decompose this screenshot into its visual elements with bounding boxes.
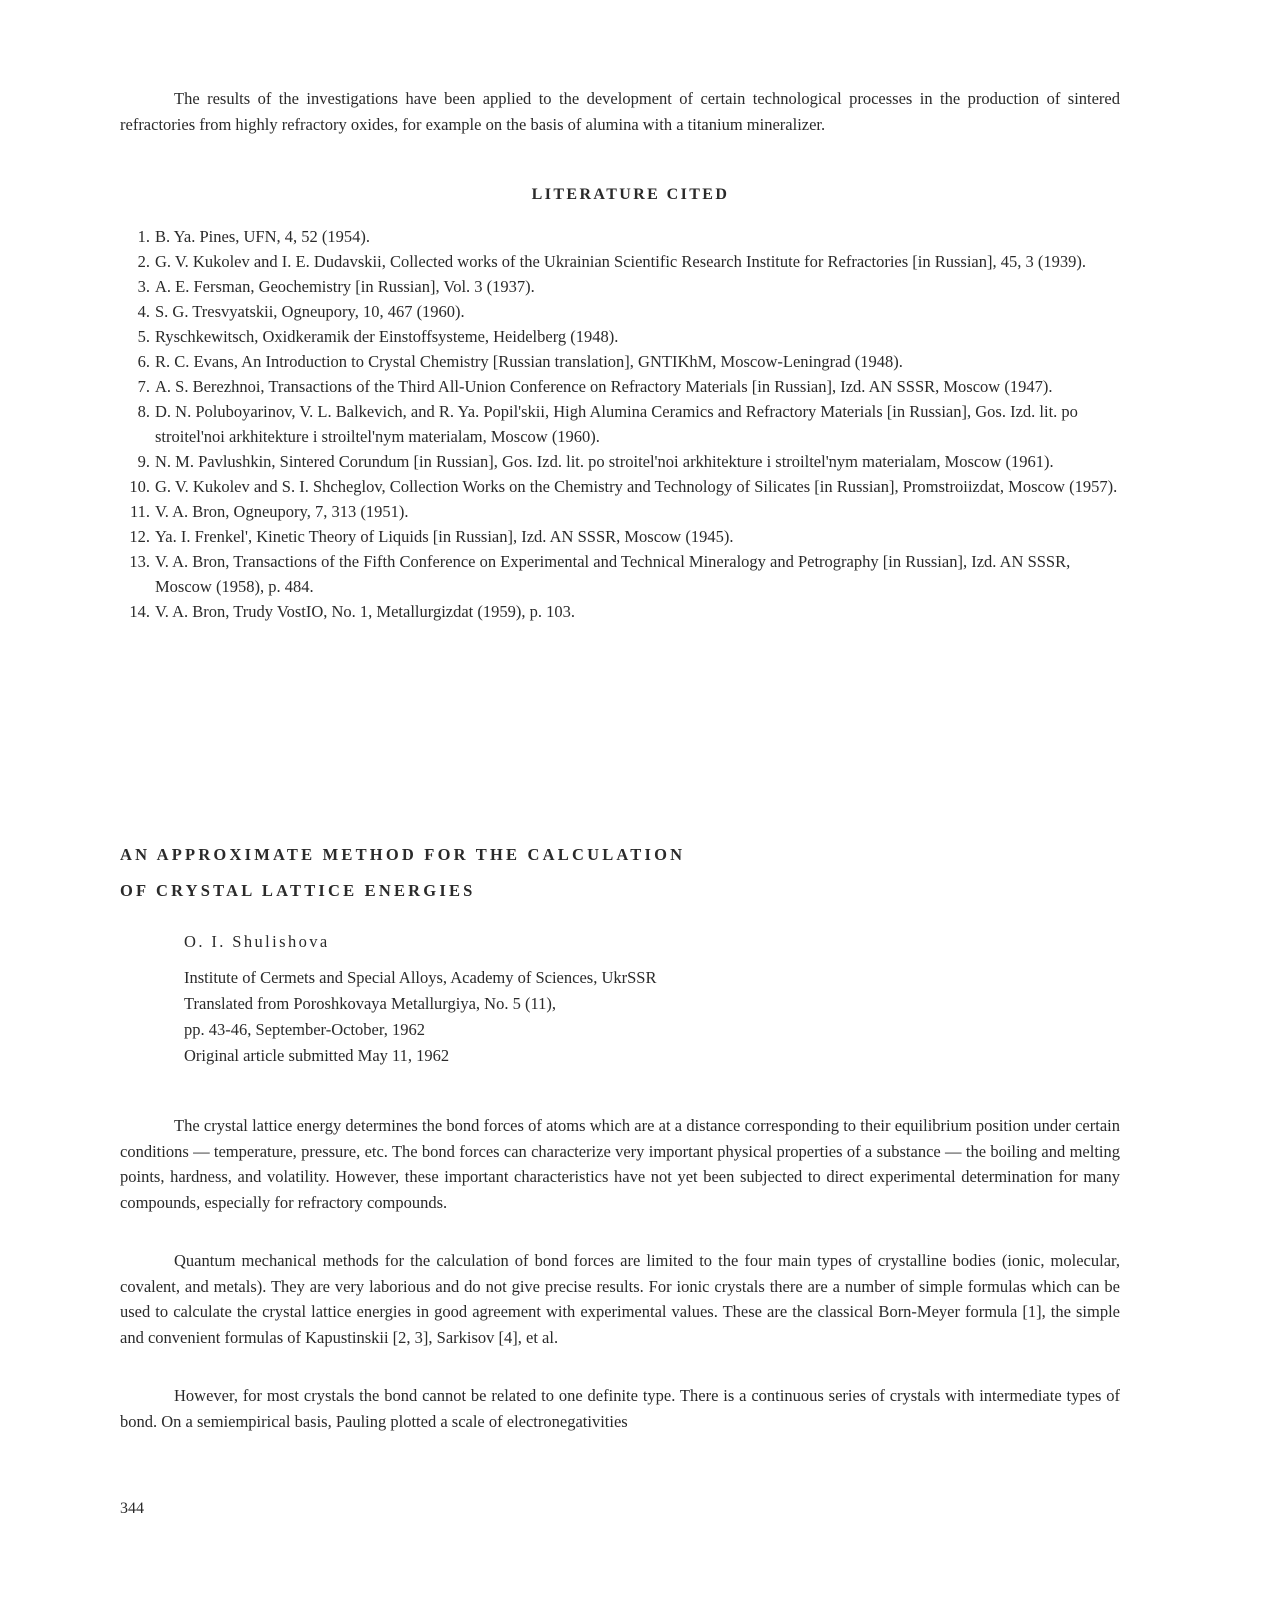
- reference-item: [120, 549, 1120, 599]
- reference-item: [120, 474, 1120, 499]
- intro-paragraph: The results of the investigations have been applied to the development of certain technological processes in the production of sintered refractories from highly refractory oxides, for example on the basis of alumina with a titanium mineralizer.: [120, 89, 1120, 134]
- reference-number: 4.: [137, 302, 150, 321]
- reference-item: [120, 399, 1120, 449]
- reference-text: B. Ya. Pines, UFN, 4, 52 (1954).: [155, 227, 370, 246]
- body-paragraph-1: The crystal lattice energy determines the bond forces of atoms which are at a distance corresponding to their equilibrium position under certain conditions — temperature, pressure, etc. The bond forces can characterize very important physical properties of a substance — the boiling and melting points, hardness, and volatility. However, these important characteristics have not yet been subjected to direct experimental determination for many compounds, especially for refractory compounds.: [120, 1116, 1120, 1212]
- reference-item: [120, 449, 1120, 474]
- reference-number: 7.: [137, 377, 150, 396]
- reference-item: [120, 374, 1120, 399]
- literature-heading: LITERATURE CITED: [531, 186, 730, 203]
- reference-number: 3.: [137, 277, 150, 296]
- submission-date-line: Original article submitted May 11, 1962: [184, 1046, 450, 1065]
- reference-text: A. S. Berezhnoi, Transactions of the Third All-Union Conference on Refractory Materials [in Russian], Izd. AN SSSR, Moscow (1947).: [155, 377, 1053, 396]
- reference-number: 13.: [129, 552, 150, 571]
- reference-item: [120, 324, 1120, 349]
- reference-item: [120, 499, 1120, 524]
- reference-text: G. V. Kukolev and S. I. Shcheglov, Collection Works on the Chemistry and Technology of Silicates [in Russian], Promstroiizdat, Moscow (1957).: [155, 477, 1118, 496]
- reference-number: 2.: [137, 252, 150, 271]
- reference-number: 14.: [129, 602, 150, 621]
- reference-number: 5.: [137, 327, 150, 346]
- affiliation-line: Institute of Cermets and Special Alloys, Academy of Sciences, UkrSSR: [184, 968, 657, 987]
- reference-text: V. A. Bron, Trudy VostIO, No. 1, Metallurgizdat (1959), p. 103.: [155, 602, 576, 621]
- pages-date-line: pp. 43-46, September-October, 1962: [184, 1020, 425, 1039]
- reference-text: D. N. Poluboyarinov, V. L. Balkevich, and R. Ya. Popil'skii, High Alumina Ceramics and Refractory Materials [in Russian], Gos. Izd. lit. po stroitel'noi arkhitekture i stroiltel'nym materialam, Moscow (1960).: [155, 402, 1078, 446]
- reference-number: 6.: [137, 352, 150, 371]
- reference-number: 1.: [137, 227, 150, 246]
- reference-number: 12.: [129, 527, 150, 546]
- affiliation-block: [184, 965, 656, 1069]
- reference-text: Ya. I. Frenkel', Kinetic Theory of Liquids [in Russian], Izd. AN SSSR, Moscow (1945).: [155, 527, 734, 546]
- reference-text: N. M. Pavlushkin, Sintered Corundum [in Russian], Gos. Izd. lit. po stroitel'noi arkhitekture i stroiltel'nym materialam, Moscow (1961).: [155, 452, 1054, 471]
- reference-number: 10.: [129, 477, 150, 496]
- article-title-line-1: AN APPROXIMATE METHOD FOR THE CALCULATION: [120, 845, 686, 864]
- translation-source-line: Translated from Poroshkovaya Metallurgiya, No. 5 (11),: [184, 994, 556, 1013]
- reference-text: G. V. Kukolev and I. E. Dudavskii, Collected works of the Ukrainian Scientific Research Institute for Refractories [in Russian], 45, 3 (1939).: [155, 252, 1086, 271]
- article-author: O. I. Shulishova: [184, 932, 330, 951]
- reference-number: 9.: [137, 452, 150, 471]
- reference-item: [120, 524, 1120, 549]
- reference-text: A. E. Fersman, Geochemistry [in Russian], Vol. 3 (1937).: [155, 277, 535, 296]
- page-number: 344: [120, 1500, 144, 1517]
- reference-item: [120, 299, 1120, 324]
- article-title-line-2: OF CRYSTAL LATTICE ENERGIES: [120, 881, 476, 900]
- reference-list: [120, 224, 1120, 624]
- reference-item: [120, 274, 1120, 299]
- reference-text: V. A. Bron, Transactions of the Fifth Conference on Experimental and Technical Mineralogy and Petrography [in Russian], Izd. AN SSSR, Moscow (1958), p. 484.: [155, 552, 1071, 596]
- body-paragraph-2: Quantum mechanical methods for the calculation of bond forces are limited to the four main types of crystalline bodies (ionic, molecular, covalent, and metals). They are very laborious and do not give precise results. For ionic crystals there are a number of simple formulas which can be used to calculate the crystal lattice energies in good agreement with experimental values. These are the classical Born-Meyer formula [1], the simple and convenient formulas of Kapustinskii [2, 3], Sarkisov [4], et al.: [120, 1251, 1120, 1347]
- reference-number: 11.: [129, 502, 150, 521]
- reference-text: V. A. Bron, Ogneupory, 7, 313 (1951).: [155, 502, 409, 521]
- body-paragraph-3: However, for most crystals the bond cannot be related to one definite type. There is a continuous series of crystals with intermediate types of bond. On a semiempirical basis, Pauling plotted a scale of electronegativities: [120, 1386, 1120, 1431]
- reference-item: [120, 224, 1120, 249]
- reference-number: 8.: [137, 402, 150, 421]
- reference-text: Ryschkewitsch, Oxidkeramik der Einstoffsysteme, Heidelberg (1948).: [155, 327, 619, 346]
- reference-item: [120, 249, 1120, 274]
- reference-text: R. C. Evans, An Introduction to Crystal Chemistry [Russian translation], GNTIKhM, Moscow-Leningrad (1948).: [155, 352, 903, 371]
- reference-text: S. G. Tresvyatskii, Ogneupory, 10, 467 (1960).: [155, 302, 465, 321]
- reference-item: [120, 349, 1120, 374]
- reference-item: [120, 599, 1120, 624]
